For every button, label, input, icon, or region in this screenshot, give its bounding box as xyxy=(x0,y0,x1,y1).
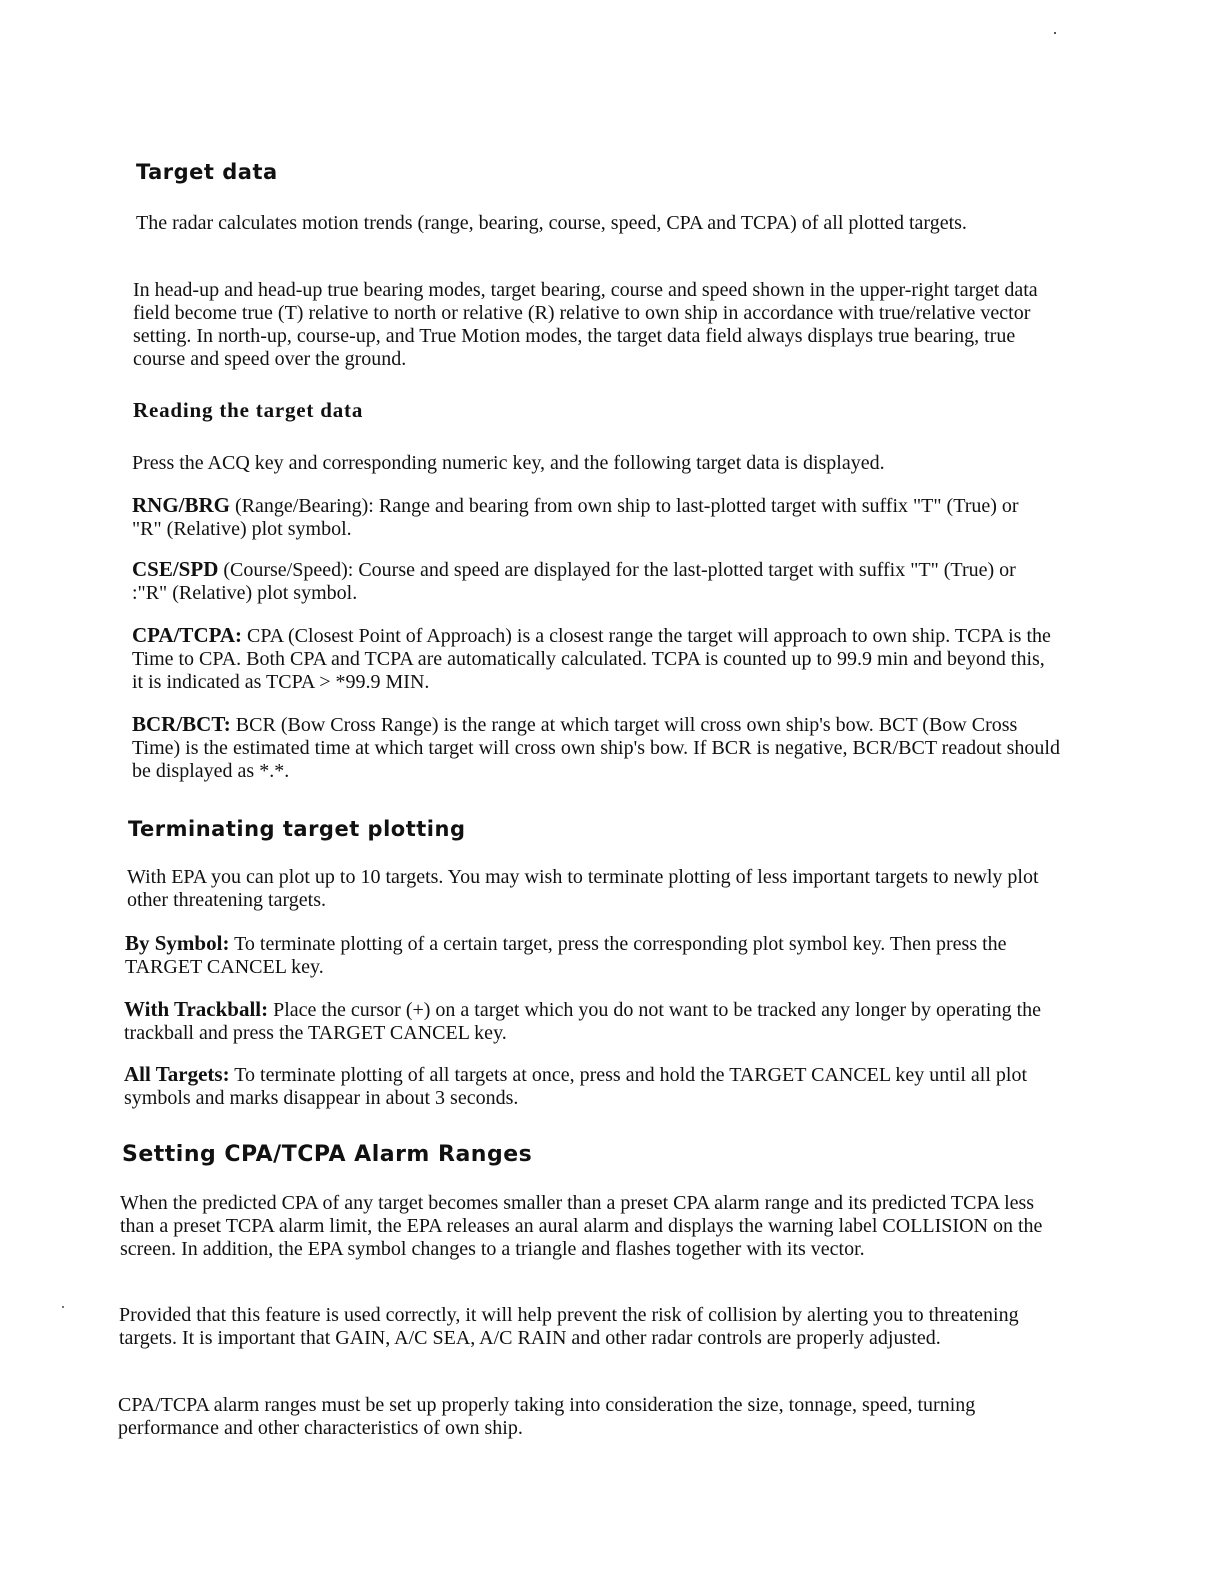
definition-cse-spd xyxy=(132,558,1052,605)
definition-with-trackball xyxy=(124,998,1049,1045)
definition-text: CPA (Closest Point of Approach) is a closest range the target will approach to own ship. TCPA is the Time to CPA. Both CPA and TCPA are automatically calculated. TCPA is counted up to 99.9 min and beyond this, it is indicated as TCPA > *99.9 MIN. xyxy=(132,625,1051,693)
heading-alarm-ranges: Setting CPA/TCPA Alarm Ranges xyxy=(122,1142,533,1167)
paragraph-alarm-usage: Provided that this feature is used correctly, it will help prevent the risk of collision by alerting you to threatening targets. It is important that GAIN, A/C SEA, A/C RAIN and other radar controls are properly adjusted. xyxy=(119,1304,1019,1349)
paragraph-reading-intro: Press the ACQ key and corresponding numeric key, and the following target data is displayed. xyxy=(132,452,885,474)
scan-speck xyxy=(62,1306,64,1308)
definition-cpa-tcpa xyxy=(132,624,1052,694)
definition-text: To terminate plotting of all targets at once, press and hold the TARGET CANCEL key until all plot symbols and marks disappear in about 3 seconds. xyxy=(124,1064,1028,1109)
term-by-symbol: By Symbol: xyxy=(125,931,230,955)
definition-bcr-bct xyxy=(132,713,1064,783)
paragraph-alarm-description: When the predicted CPA of any target becomes smaller than a preset CPA alarm range and its predicted TCPA less than a preset TCPA alarm limit, the EPA releases an aural alarm and displays the warning label COLLISION on the screen. In addition, the EPA symbol changes to a triangle and flashes together with its vector. xyxy=(120,1192,1043,1260)
definition-by-symbol xyxy=(125,932,1045,979)
definition-text: BCR (Bow Cross Range) is the range at which target will cross own ship's bow. BCT (Bow Cross Time) is the estimated time at which target will cross own ship's bow. If BCR is negative, BCR/BCT readout should be displayed as *.*. xyxy=(132,714,1060,782)
heading-target-data: Target data xyxy=(136,160,278,184)
definition-all-targets xyxy=(124,1063,1039,1110)
definition-text: (Range/Bearing): Range and bearing from own ship to last-plotted target with suffix "T" (True) or "R" (Relative) plot symbol. xyxy=(132,495,1019,540)
definition-rng-brg xyxy=(132,494,1052,541)
paragraph-target-data-intro: The radar calculates motion trends (range, bearing, course, speed, CPA and TCPA) of all plotted targets. xyxy=(136,212,967,234)
term-with-trackball: With Trackball: xyxy=(124,997,269,1021)
paragraph-target-data-modes: In head-up and head-up true bearing modes, target bearing, course and speed shown in the upper-right target data field become true (T) relative to north or relative (R) relative to own ship in accordance with true/relative vector setting. In north-up, course-up, and True Motion modes, the target data field always displays true bearing, true course and speed over the ground. xyxy=(133,279,1038,370)
paragraph-alarm-setup: CPA/TCPA alarm ranges must be set up properly taking into consideration the size, tonnage, speed, turning performance and other characteristics of own ship. xyxy=(118,1394,976,1439)
definition-text: To terminate plotting of a certain target, press the corresponding plot symbol key. Then press the TARGET CANCEL key. xyxy=(125,933,1007,978)
term-bcr-bct: BCR/BCT: xyxy=(132,712,231,736)
heading-reading-target-data: Reading the target data xyxy=(133,398,364,422)
term-cse-spd: CSE/SPD xyxy=(132,557,219,581)
term-rng-brg: RNG/BRG xyxy=(132,493,231,517)
term-all-targets: All Targets: xyxy=(124,1062,230,1086)
scan-speck xyxy=(1054,32,1056,34)
heading-terminating-plotting: Terminating target plotting xyxy=(128,817,466,841)
definition-text: (Course/Speed): Course and speed are displayed for the last-plotted target with suffix "T" (True) or :"R" (Relative) plot symbol. xyxy=(132,559,1016,604)
paragraph-terminating-intro: With EPA you can plot up to 10 targets. You may wish to terminate plotting of less important targets to newly plot other threatening targets. xyxy=(127,866,1039,911)
definition-text: Place the cursor (+) on a target which you do not want to be tracked any longer by operating the trackball and press the TARGET CANCEL key. xyxy=(124,999,1041,1044)
term-cpa-tcpa: CPA/TCPA: xyxy=(132,623,243,647)
